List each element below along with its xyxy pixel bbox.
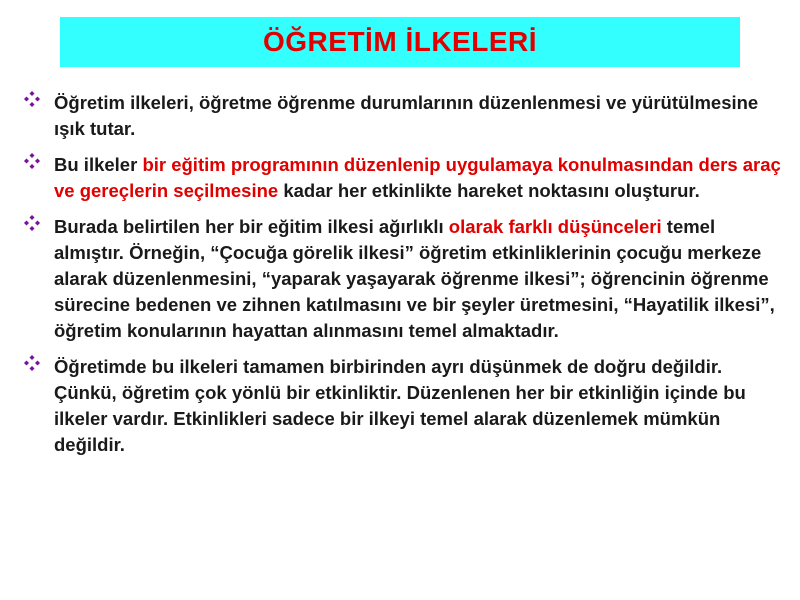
diamond-bullet-icon [24, 354, 54, 371]
text-segment: Burada belirtilen her bir eğitim ilkesi ağırlıklı [54, 216, 449, 237]
text-segment: temel almıştır. Örneğin, “Çocuğa görelik ilkesi” öğretim etkinliklerinin çocuğu merkeze alarak düzenlenmesini, “yaparak yaşayarak öğrenme ilkesi”; öğrencinin öğrenme sürecine bedenen ve zihnen katılmasını ve bir şeyler üretmesini, “Hayatilik ilkesi”, öğretim konularının hayattan alınmasını temel almaktadır. [54, 216, 775, 341]
text-segment: kadar her etkinlikte hareket noktasını oluşturur. [278, 180, 700, 201]
bullet-text [54, 152, 784, 204]
highlighted-text-segment: olarak farklı düşünceleri [448, 216, 662, 237]
bullet-item [24, 90, 784, 142]
bullet-item [24, 214, 784, 344]
highlighted-text-segment: bir eğitim programının düzenlenip uygulamaya konulmasından ders araç ve gereçlerin seçilmesine [54, 154, 781, 201]
text-segment: Öğretimde bu ilkeleri tamamen birbirinden ayrı düşünmek de doğru değildir. Çünkü, öğretim çok yönlü bir etkinliktir. Düzenlenen her bir etkinliğin içinde bu ilkeler vardır. Etkinlikleri sadece bir ilkeyi temel alarak düzenlemek mümkün değildir. [54, 356, 746, 455]
title-banner [60, 17, 740, 67]
diamond-bullet-icon [24, 214, 54, 231]
bullet-item [24, 152, 784, 204]
bullet-list [24, 90, 784, 468]
slide-title: ÖĞRETİM İLKELERİ [263, 26, 537, 57]
text-segment: Öğretim ilkeleri, öğretme öğrenme durumlarının düzenlenmesi ve yürütülmesine ışık tutar. [54, 92, 759, 139]
bullet-text [54, 354, 784, 458]
bullet-text [54, 214, 784, 344]
diamond-bullet-icon [24, 90, 54, 107]
bullet-text [54, 90, 784, 142]
bullet-item [24, 354, 784, 458]
text-segment: Bu ilkeler [54, 154, 143, 175]
diamond-bullet-icon [24, 152, 54, 169]
